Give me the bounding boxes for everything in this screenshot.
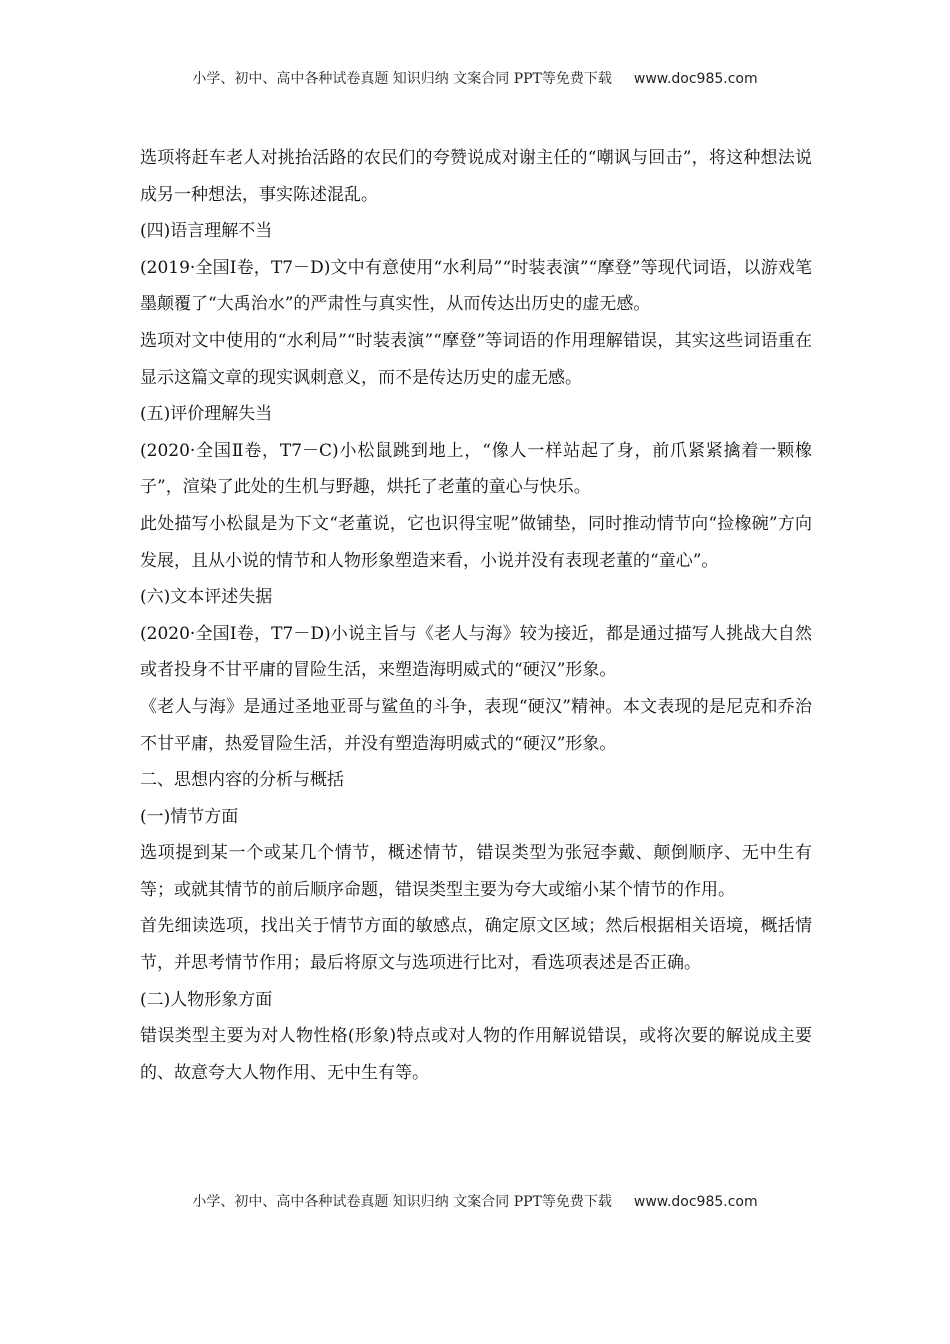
document-body [140,140,812,1091]
paragraph-1: 选项将赶车老人对挑抬活路的农民们的夸赞说成对谢主任的“嘲讽与回击”，将这种想法说成另一种想法，事实陈述混乱。 [140,148,812,205]
example-2020-ii-analysis: 此处描写小松鼠是为下文“老董说，它也识得宝呢”做铺垫，同时推动情节向“捡橡碗”方向发展，且从小说的情节和人物形象塑造来看，小说并没有表现老董的“童心”。 [140,513,812,571]
example-2020-i-quote: (2020·全国Ⅰ卷，T7－D)小说主旨与《老人与海》较为接近，都是通过描写人挑战大自然或者投身不甘平庸的冒险生活，来塑造海明威式的“硬汉”形象。 [140,623,812,681]
section-heading-4: (四)语言理解不当 [140,221,273,242]
section-heading-5: (五)评价理解失当 [140,404,273,425]
example-2020-i-analysis: 《老人与海》是通过圣地亚哥与鲨鱼的斗争，表现“硬汉”精神。本文表现的是尼克和乔治不甘平庸，热爱冒险生活，并没有塑造海明威式的“硬汉”形象。 [140,696,812,754]
header-site-link[interactable]: www.doc985.com [633,71,758,87]
footer-site-link[interactable]: www.doc985.com [633,1194,758,1210]
part-heading-2: 二、思想内容的分析与概括 [140,770,344,791]
footer-text: 小学、初中、高中各种试卷真题 知识归纳 文案合同 PPT等免费下载 [192,1194,612,1210]
example-2019-analysis: 选项对文中使用的“水利局”“时装表演”“摩登”等词语的作用理解错误，其实这些词语重在显示这篇文章的现实讽刺意义，而不是传达历史的虚无感。 [140,330,812,388]
character-error-types: 错误类型主要为对人物性格(形象)特点或对人物的作用解说错误，或将次要的解说成主要的、故意夸大人物作用、无中生有等。 [140,1026,812,1083]
header-text: 小学、初中、高中各种试卷真题 知识归纳 文案合同 PPT等免费下载 [192,71,612,87]
page-footer [0,1191,950,1211]
sub-heading-plot: (一)情节方面 [140,806,239,827]
example-2020-ii-quote: (2020·全国Ⅱ卷，T7－C)小松鼠跳到地上，“像人一样站起了身，前爪紧紧擒着一颗橡子”，渲染了此处的生机与野趣，烘托了老董的童心与快乐。 [140,440,812,498]
page-header [0,68,950,88]
plot-method: 首先细读选项，找出关于情节方面的敏感点，确定原文区域；然后根据相关语境，概括情节，并思考情节作用；最后将原文与选项进行比对，看选项表述是否正确。 [140,916,812,974]
sub-heading-character: (二)人物形象方面 [140,989,273,1010]
section-heading-6: (六)文本评述失据 [140,587,273,608]
plot-error-types: 选项提到某一个或某几个情节，概述情节，错误类型为张冠李戴、颠倒顺序、无中生有等；或就其情节的前后顺序命题，错误类型主要为夸大或缩小某个情节的作用。 [140,843,812,900]
example-2019-quote: (2019·全国Ⅰ卷，T7－D)文中有意使用“水利局”“时装表演”“摩登”等现代词语，以游戏笔墨颠覆了“大禹治水”的严肃性与真实性，从而传达出历史的虚无感。 [140,257,812,315]
